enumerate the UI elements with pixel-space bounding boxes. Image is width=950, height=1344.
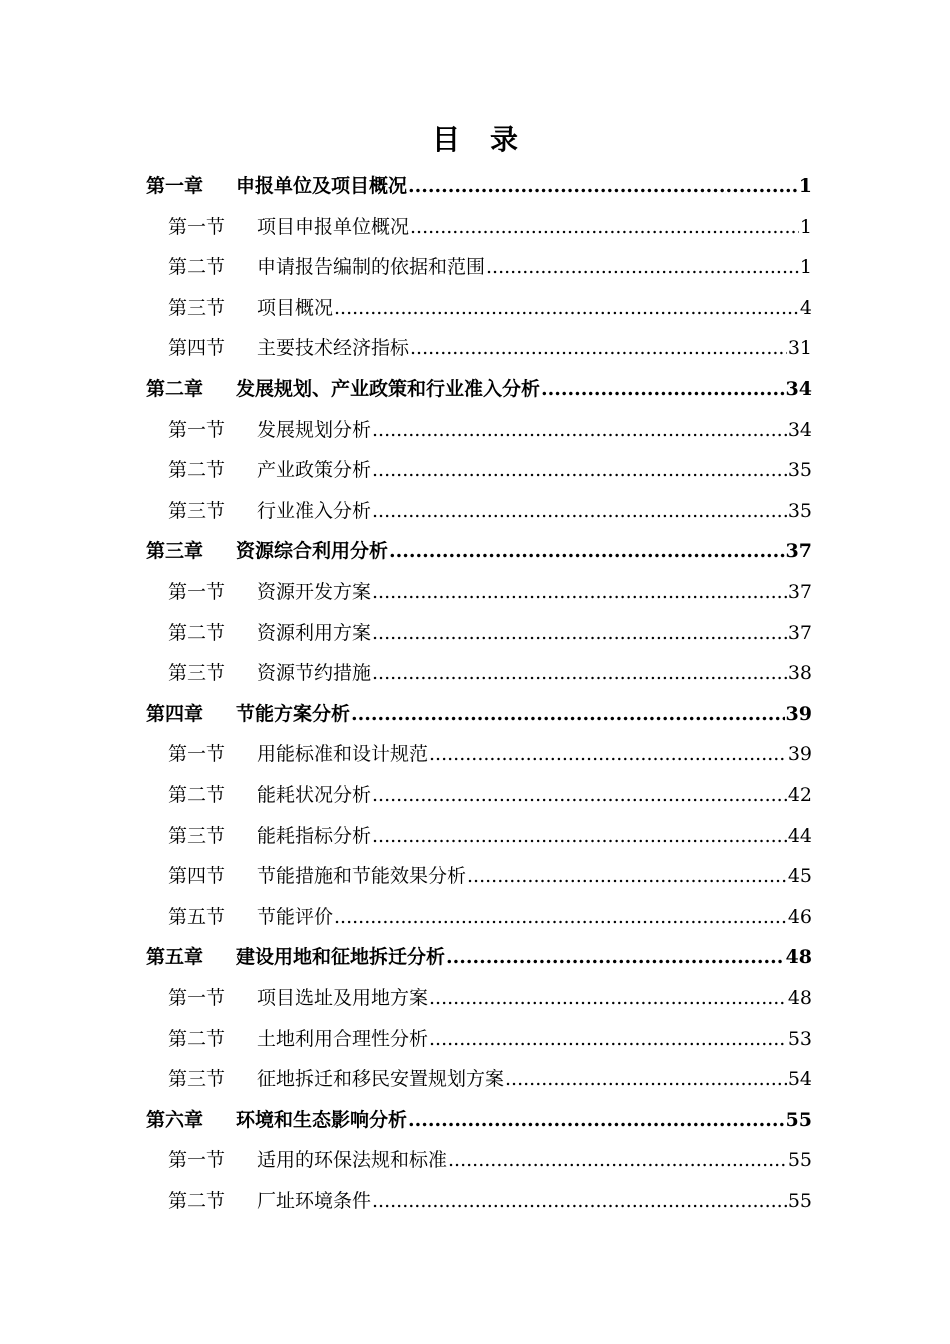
toc-title-char-2: 录 [490,123,519,156]
toc-entry-section[interactable] [168,775,812,816]
toc-dot-leader [351,694,785,735]
toc-entry-title: 项目申报单位概况 [257,215,410,238]
toc-entry-number: 第二节 [168,621,226,644]
toc-entry-page: 39 [785,702,812,725]
toc-entry-page: 48 [787,987,812,1009]
toc-entry-page: 31 [787,337,812,360]
toc-entry-chapter[interactable] [146,937,812,978]
toc-entry-chapter[interactable] [146,531,812,572]
toc-entry-page: 4 [799,296,812,319]
toc-entry-number: 第一节 [168,1149,226,1172]
toc-dot-leader [448,1140,787,1181]
toc-entry-title: 主要技术经济指标 [257,337,410,360]
toc-entry-page: 46 [787,905,812,928]
toc-entry-page: 34 [785,378,812,400]
toc-entry-number: 第六章 [146,1108,204,1131]
toc-entry-number: 第四节 [168,865,226,888]
toc-entry-page: 55 [787,1149,812,1172]
toc-dot-leader [486,247,799,288]
toc-dot-leader [334,897,787,938]
toc-dot-leader [429,734,787,775]
toc-entry-section[interactable] [168,978,812,1019]
toc-dot-leader [372,491,787,532]
toc-dot-leader [410,328,787,369]
toc-dot-leader [372,572,787,613]
toc-entry-page: 34 [787,418,812,441]
toc-dot-leader [334,288,799,329]
toc-entry-page: 1 [799,215,812,238]
toc-entry-section[interactable] [168,897,812,938]
toc-title [0,118,950,158]
toc-entry-title: 节能评价 [257,905,334,928]
toc-entry-number: 第一节 [168,743,226,766]
toc-entry-number: 第一节 [168,418,226,441]
toc-dot-leader [372,410,787,451]
toc-dot-leader [410,207,799,248]
toc-dot-leader [429,1019,787,1060]
toc-entry-title: 环境和生态影响分析 [236,1108,408,1131]
toc-entry-title: 资源开发方案 [257,581,372,603]
toc-entry-title: 适用的环保法规和标准 [257,1149,448,1172]
toc-entry-number: 第三节 [168,662,226,685]
toc-entry-section[interactable] [168,856,812,897]
toc-entry-title: 资源节约措施 [257,662,372,685]
toc-entry-page: 37 [785,540,812,563]
toc-entry-title: 土地利用合理性分析 [257,1027,429,1050]
toc-entry-number: 第二节 [168,256,226,279]
toc-entry-page: 42 [787,784,812,806]
toc-entry-chapter[interactable] [146,369,812,410]
toc-entry-number: 第三节 [168,499,226,522]
toc-dot-leader [389,531,785,572]
toc-entry-section[interactable] [168,734,812,775]
toc-dot-leader [408,166,798,207]
toc-entry-section[interactable] [168,1059,812,1100]
toc-entry-title: 资源利用方案 [257,621,372,644]
toc-entry-section[interactable] [168,1019,812,1060]
toc-dot-leader [372,1181,787,1222]
toc-entry-page: 55 [785,1108,812,1131]
toc-entry-section[interactable] [168,816,812,857]
toc-entry-page: 1 [798,175,812,197]
toc-dot-leader [505,1059,787,1100]
toc-dot-leader [372,613,787,654]
toc-entry-section[interactable] [168,410,812,451]
toc-entry-title: 项目选址及用地方案 [257,987,429,1009]
toc-entry-number: 第二章 [146,378,204,400]
toc-entry-title: 行业准入分析 [257,499,372,522]
toc-entry-title: 厂址环境条件 [257,1190,372,1212]
toc-entry-page: 45 [787,865,812,888]
toc-dot-leader [408,1100,785,1141]
toc-entry-number: 第四节 [168,337,226,360]
toc-entry-page: 37 [787,581,812,603]
toc-entry-number: 第二节 [168,459,226,482]
toc-entry-number: 第三节 [168,1068,226,1091]
toc-dot-leader [372,816,787,857]
toc-entry-number: 第四章 [146,702,204,725]
toc-entry-chapter[interactable] [146,166,812,207]
toc-entry-title: 发展规划、产业政策和行业准入分析 [236,378,541,400]
toc-entry-number: 第一节 [168,581,226,603]
toc-entry-title: 用能标准和设计规范 [257,743,429,766]
toc-entry-section[interactable] [168,247,812,288]
toc-entry-page: 1 [799,256,812,279]
toc-entry-section[interactable] [168,207,812,248]
toc-entry-page: 53 [787,1027,812,1050]
toc-entry-title: 项目概况 [257,296,334,319]
toc-entry-title: 发展规划分析 [257,418,372,441]
toc-entry-page: 48 [785,946,812,969]
toc-entry-number: 第五节 [168,905,226,928]
toc-dot-leader [372,775,787,816]
toc-entry-section[interactable] [168,572,812,613]
toc-entry-page: 39 [787,743,812,766]
toc-entry-page: 37 [787,621,812,644]
toc-entry-section[interactable] [168,1181,812,1222]
toc-entry-section[interactable] [168,491,812,532]
toc-dot-leader [372,653,787,694]
toc-entry-title: 申报单位及项目概况 [236,175,408,197]
toc-entry-page: 35 [787,459,812,482]
toc-entry-number: 第三章 [146,540,204,563]
toc-dot-leader [446,937,785,978]
toc-entry-page: 35 [787,499,812,522]
toc-entry-number: 第一节 [168,215,226,238]
toc-entry-chapter[interactable] [146,1100,812,1141]
toc-entry-chapter[interactable] [146,694,812,735]
toc-entry-title: 产业政策分析 [257,459,372,482]
toc-entry-page: 38 [787,662,812,685]
toc-dot-leader [467,856,787,897]
toc-dot-leader [372,450,787,491]
toc-entry-title: 节能方案分析 [236,702,351,725]
toc-entry-page: 55 [787,1190,812,1212]
toc-entry-number: 第一节 [168,987,226,1009]
toc-entry-number: 第二节 [168,1190,226,1212]
toc-entry-section[interactable] [168,653,812,694]
toc-entry-title: 能耗指标分析 [257,824,372,847]
toc-entry-number: 第三节 [168,824,226,847]
toc-entry-number: 第五章 [146,946,204,969]
toc-entry-section[interactable] [168,288,812,329]
toc-entry-section[interactable] [168,1140,812,1181]
toc-entry-section[interactable] [168,450,812,491]
toc-entry-title: 申请报告编制的依据和范围 [257,256,486,279]
toc-dot-leader [429,978,787,1019]
toc-entry-title: 建设用地和征地拆迁分析 [236,946,446,969]
toc-title-char-1: 目 [431,123,460,156]
toc-entry-number: 第一章 [146,175,204,197]
toc-entry-section[interactable] [168,328,812,369]
toc-entry-title: 节能措施和节能效果分析 [257,865,467,888]
toc-entry-title: 能耗状况分析 [257,784,372,806]
toc-entry-number: 第三节 [168,296,226,319]
toc-entry-title: 资源综合利用分析 [236,540,389,563]
toc-entry-page: 54 [787,1068,812,1091]
toc-entry-number: 第二节 [168,1027,226,1050]
toc-entry-number: 第二节 [168,784,226,806]
toc-entry-title: 征地拆迁和移民安置规划方案 [257,1068,505,1091]
toc-dot-leader [541,369,785,410]
toc-entry-section[interactable] [168,613,812,654]
toc-entry-page: 44 [787,824,812,847]
